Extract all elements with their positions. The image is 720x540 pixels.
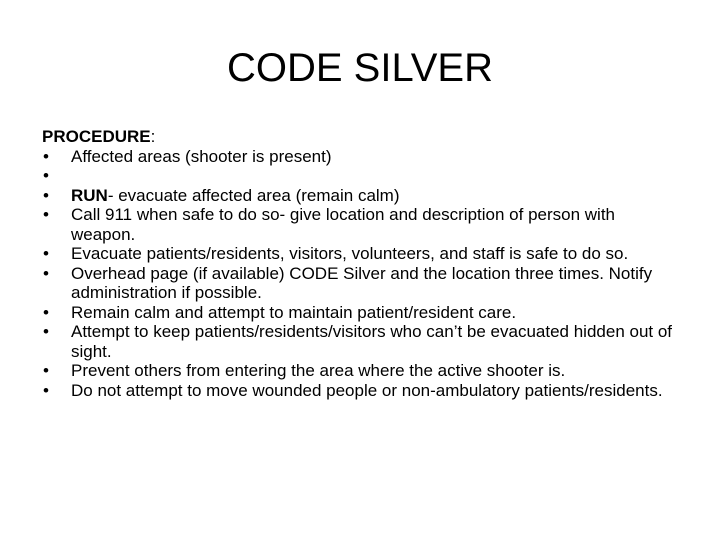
bullet-icon: • — [43, 302, 49, 322]
slide-title: CODE SILVER — [227, 46, 493, 90]
list-item — [42, 361, 682, 381]
bullet-icon: • — [43, 244, 49, 263]
list-item — [42, 244, 682, 264]
bullet-icon: • — [43, 146, 49, 166]
list-item-text: - evacuate affected area (remain calm) — [107, 185, 400, 205]
list-item-bold: RUN — [71, 185, 108, 205]
procedure-heading — [42, 127, 682, 147]
list-item-text: Overhead page (if available) CODE Silver and the location three times. Notify administration if possible. — [71, 263, 653, 302]
bullet-icon: • — [43, 380, 49, 400]
procedure-list — [42, 147, 682, 401]
bullet-icon: • — [43, 185, 49, 205]
list-item — [42, 205, 682, 244]
bullet-icon: • — [43, 166, 49, 185]
bullet-icon: • — [43, 322, 49, 341]
list-item-text: Remain calm and attempt to maintain patient/resident care. — [71, 302, 517, 322]
list-item — [42, 166, 682, 186]
procedure-heading-label: PROCEDURE — [42, 127, 151, 146]
list-item — [42, 186, 682, 206]
list-item-text: Affected areas (shooter is present) — [71, 146, 332, 166]
list-item-text: Attempt to keep patients/residents/visitors who can’t be evacuated hidden out of sight. — [71, 322, 673, 361]
list-item — [42, 322, 682, 361]
list-item-text: Do not attempt to move wounded people or non-ambulatory patients/residents. — [71, 380, 663, 400]
slide-body — [42, 127, 682, 400]
list-item-text: Call 911 when safe to do so- give location and description of person with weapon. — [71, 205, 616, 244]
list-item — [42, 264, 682, 303]
bullet-icon: • — [43, 263, 49, 283]
list-item-text: Evacuate patients/residents, visitors, volunteers, and staff is safe to do so. — [71, 244, 629, 263]
bullet-icon: • — [43, 361, 49, 380]
list-item — [42, 381, 682, 401]
list-item — [42, 147, 682, 167]
bullet-icon: • — [43, 205, 49, 224]
procedure-heading-colon: : — [150, 127, 156, 146]
list-item — [42, 303, 682, 323]
list-item-text: Prevent others from entering the area where the active shooter is. — [71, 361, 566, 380]
